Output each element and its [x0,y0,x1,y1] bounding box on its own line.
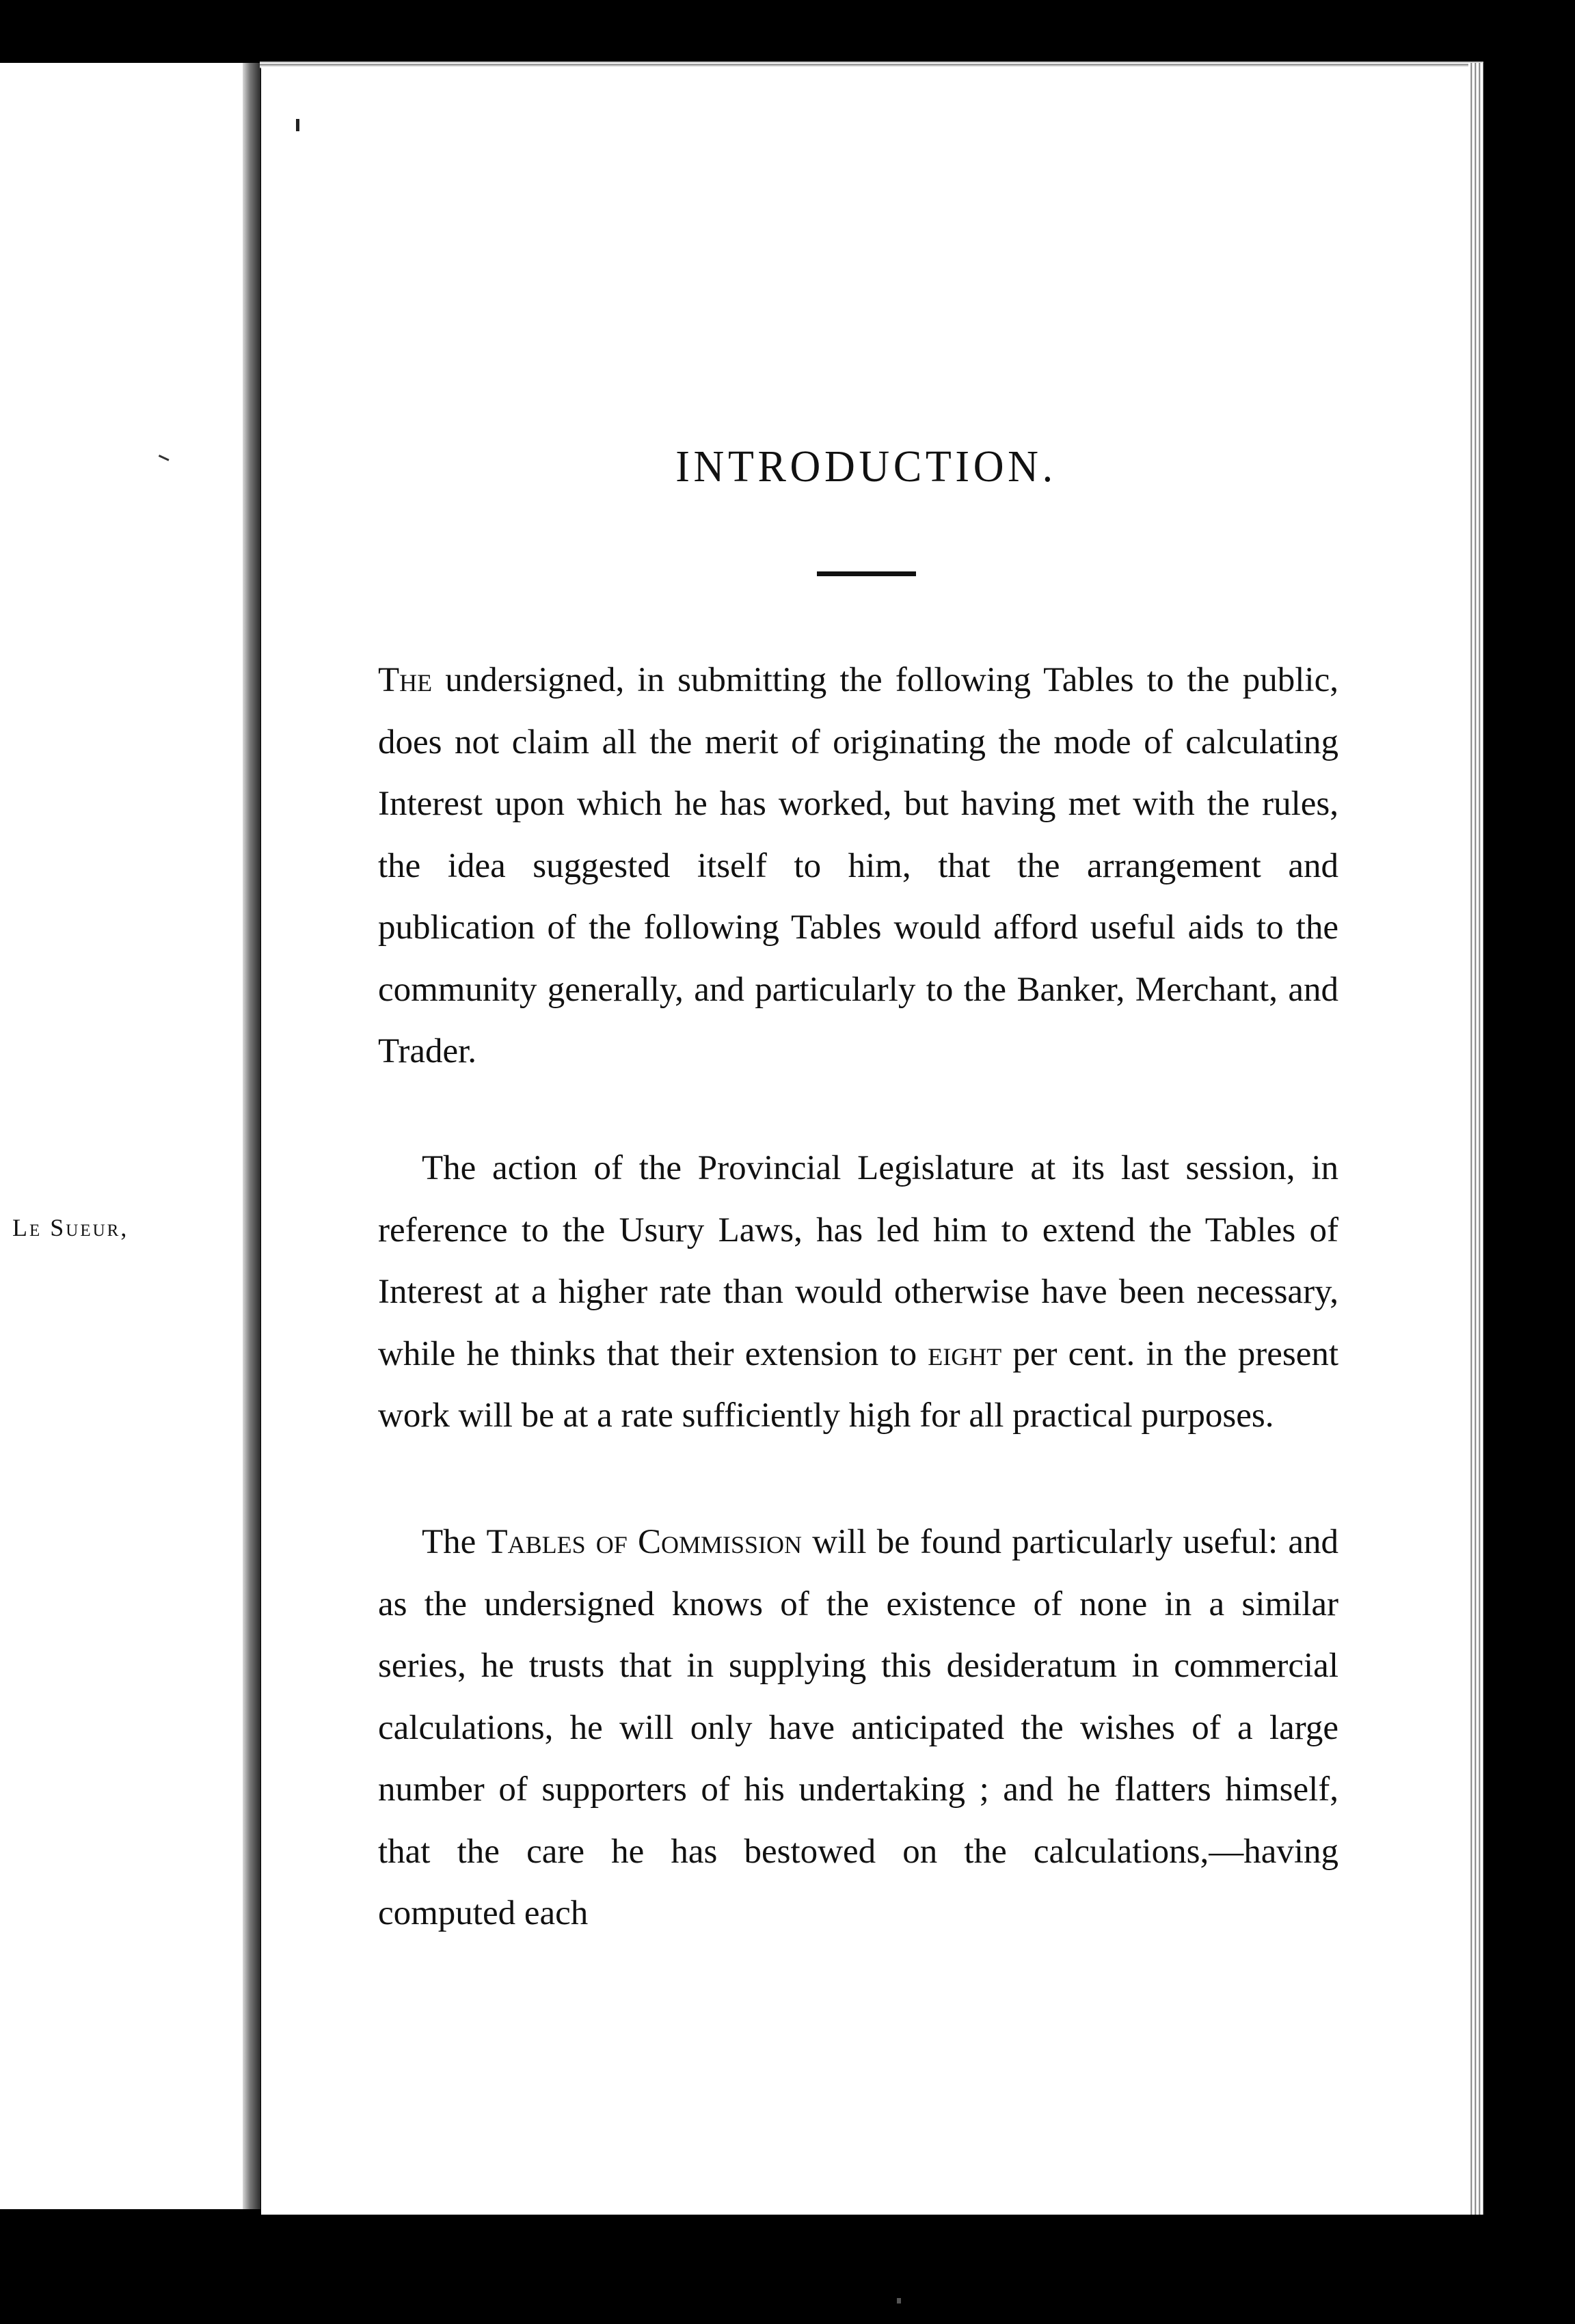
stray-mark [296,119,299,131]
paragraph-2-text-before: The action of the Provincial Legislature at its last session, in reference to the Usury Laws, has led him to extend the Tables of Interest at a higher rate than would otherwise have been necessary, while he thinks that their extension to [378,1149,1338,1373]
paragraph-2-text-after: per cent. in the present work will be at a rate sufficiently high for all practical purposes. [378,1334,1338,1435]
paragraph-3 [378,1511,1338,1945]
paragraph-3-text-after: will be found particularly useful: and as the undersigned knows of the existence of none in a similar series, he trusts that in supplying this desideratum in commercial calculations, he will only have anticipated the wishes of a large number of supporters of his undertaking ; and he flatters himself, that the care he has bestowed on the calculations,—having computed each [378,1523,1339,1932]
paragraph-1 [378,649,1338,1083]
paragraph-1-text: undersigned, in submitting the following Tables to the public, does not claim all the merit of originating the mode of calculating Interest upon which he has worked, but having met with the rules, the idea suggested itself to him, that the arrangement and publication of the following Tables would afford useful aids to the community generally, and particularly to the Banker, Merchant, and Trader. [378,661,1338,1070]
paragraph-1-lead: The [378,661,433,699]
gutter-shadow [243,63,260,2209]
paragraph-2-small-caps: eight [928,1334,1002,1373]
heading-rule [817,571,916,576]
page-stack-edge [1468,63,1483,2215]
paragraph-3-small-caps: Tables of Commission [486,1523,803,1561]
left-page [0,63,246,2209]
paragraph-2 [378,1137,1338,1447]
page-heading: INTRODUCTION. [675,442,1057,491]
stray-mark [897,2298,901,2303]
paragraph-3-text-before: The [422,1523,487,1561]
left-margin-note: Le Sueur, [12,1214,129,1241]
